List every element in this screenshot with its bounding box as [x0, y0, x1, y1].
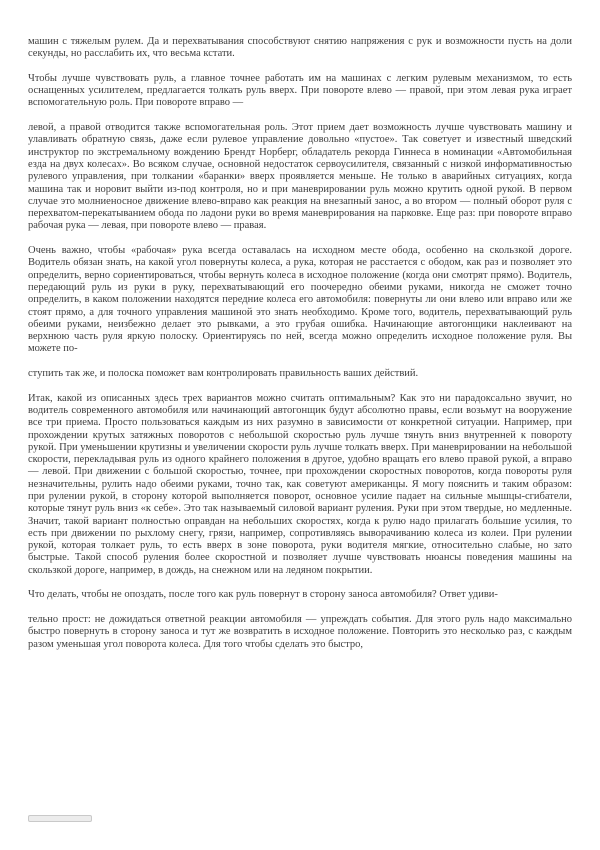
paragraph-4: Очень важно, чтобы «рабочая» рука всегда оставалась на исходном месте обода, особенно на скользкой дороге. Водитель обязан знать, на какой угол повернуты колеса, а рука, которая не расстается с ободом, как раз и позволяет это определить, верно сориентироваться, чтобы вернуть колеса в исходное положение (когда они смотрят прямо). Водитель, передающий руль из руки в руку, перехватывающий его поочередно обеими руками, никогда не сможет точно определить, в каком положении находятся передние колеса его автомобиля: повернуты ли они влево или вправо или же стоят прямо, а для точного управления машиной это знать необходимо. Кроме того, водитель, перехватывающий руль обеими руками, неизбежно делает это рывками, а это грубая ошибка. Начинающие автогонщики наклеивают на верхнюю часть руля яркую полоску. Ориентируясь по ней, всегда можно определить исходное положение руля. Вы можете по-: [28, 245, 572, 355]
paragraph-7: Что делать, чтобы не опоздать, после того как руль повернут в сторону заноса автомобиля? Ответ удиви-: [28, 589, 498, 601]
paragraph-6: Итак, какой из описанных здесь трех вариантов можно считать оптимальным? Как это ни парадоксально звучит, но водитель современного автомобиля или начинающий автогонщик будут абсолютно правы, если возьмут на вооружение все три приема. Просто пользоваться каждым из них разумно в зависимости от конкретной ситуации. Например, при прохождении крутых затяжных поворотов с небольшой скоростью руль лучше тянуть вниз внутренней к повороту рукой. При уменьшении крутизны и увеличении скорости руль лучше толкать вверх. При маневрировании на небольшой скорости, перекладывая руль из одного крайнего положения в другое, удобно вращать его влево правой рукой, а вправо — левой. При движении с большой скоростью, точнее, при прохождении скоростных поворотов, когда повороты руля незначительны, рулить надо обеими руками, точно так, как советуют американцы. Я могу пояснить и таким образом: при рулении рукой, в сторону которой выполняется поворот, основное усилие падает на сильные мышцы-сгибатели, которые тянут руль вниз «к себе». Это так называемый силовой вариант руления. Руки при этом твердые, но медленные. Значит, такой вариант полностью оправдан на небольших скоростях, когда к рулю надо прилагать большие усилия, то есть при движении по рыхлому снегу, грязи, например, сопротивляясь выворачиванию колеса из колеи. При рулении рукой, которая толкает руль, то есть вверх в зоне поворота, руки водителя мягкие, относительно слабые, но зато быстрые. Такой способ руления более скоростной и позволяет лучше чувствовать нюансы поведения машины на скользкой дороге, например, в дождь, на снежном или на ледяном покрытии.: [28, 392, 572, 576]
paragraph-3: левой, а правой отводится также вспомогательная роль. Этот прием дает возможность лучше чувствовать машину и улавливать обратную связь, даже если рулевое управление довольно «пустое». Так советует и известный шведский инструктор по экстремальному вождению Брендт Норберг, обладатель рекорда Гиннеса в номинации «Автомобильная езда на двух колесах». Во всяком случае, основной недостаток сервоусилителя, связанный с низкой информативностью рулевого управления, при толкании «баранки» вверх проявляется меньше. Не только в аварийных ситуациях, когда машина так и норовит выйти из-под контроля, но и при маневрировании руль можно крутить одной рукой. В первом случае это молниеносное движение влево-вправо как реакция на внезапный занос, а во втором — полный оборот руля с перехватом-перекатыванием обода по ладони руки во время маневрирования на парковке. Еще раз: при повороте вправо рабочая рука — левая, при повороте влево — правая.: [28, 122, 572, 232]
paragraph-1: машин с тяжелым рулем. Да и перехватывания способствуют снятию напряжения с рук и возможности пусть на доли секунды, но расслабить их, что весьма кстати.: [28, 36, 572, 60]
paragraph-5: ступить так же, и полоска поможет вам контролировать правильность ваших действий.: [28, 368, 419, 380]
bottom-divider: [28, 815, 92, 822]
paragraph-2: Чтобы лучше чувствовать руль, а главное точнее работать им на машинах с легким рулевым механизмом, то есть оснащенных усилителем, предлагается толкать руль вверх. При повороте влево — правой, при этом левая рука играет вспомогательную роль. При повороте вправо —: [28, 72, 572, 109]
paragraph-8: тельно прост: не дожидаться ответной реакции автомобиля — упреждать события. Для этого руль надо максимально быстро повернуть в сторону заноса и тут же возвратить в исходное положение. Повторить это несколько раз, с каждым разом уменьшая угол поворота колеса. Для того чтобы сделать это быстро,: [28, 613, 572, 650]
